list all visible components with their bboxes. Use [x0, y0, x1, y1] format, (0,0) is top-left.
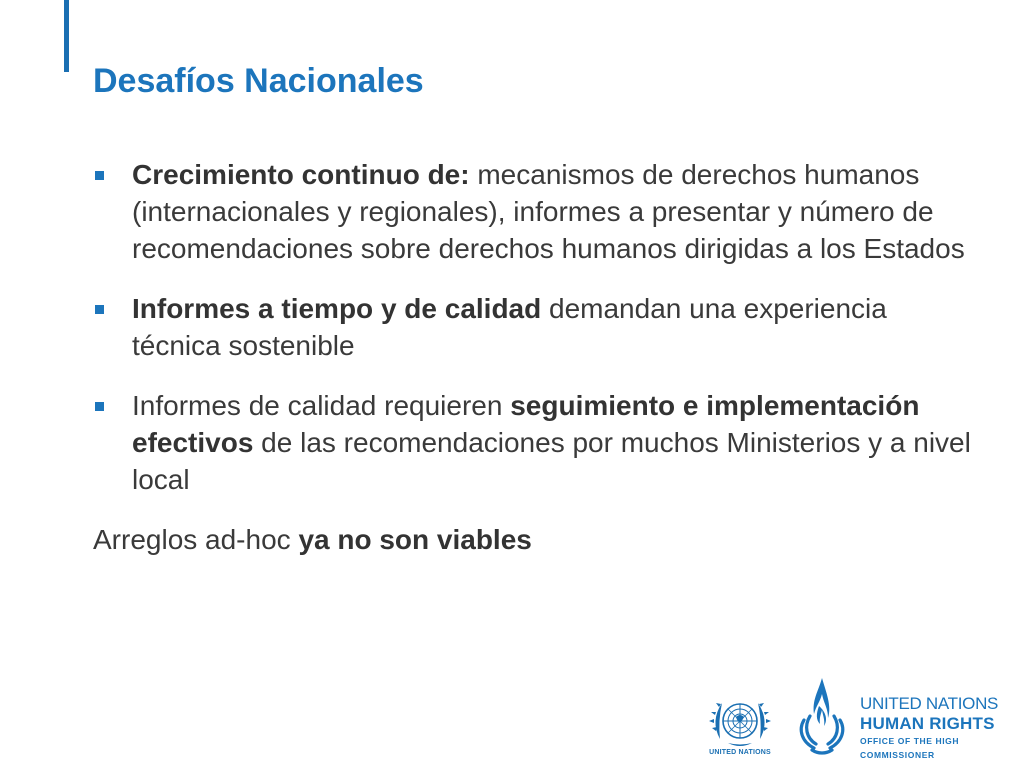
- bullet-bold-text: Crecimiento continuo de:: [132, 159, 470, 190]
- ohchr-line-united-nations: UNITED NATIONS: [860, 694, 999, 713]
- accent-bar: [64, 0, 69, 72]
- closing-bold-text: ya no son viables: [298, 524, 532, 555]
- bullet-bold-text: seguimiento e implementación efectivos: [132, 390, 920, 458]
- un-emblem-icon: [706, 691, 774, 757]
- flame-icon: [792, 676, 852, 756]
- closing-statement: [93, 521, 973, 558]
- ohchr-line-office: OFFICE OF THE HIGH COMMISSIONER: [860, 736, 960, 760]
- bullet-text: mecanismos de derechos humanos (internacionales y regionales), informes a presentar y número de recomendaciones sobre derechos humanos dirigidas a los Estados: [132, 159, 965, 264]
- ohchr-line-human-rights: HUMAN RIGHTS: [860, 714, 995, 733]
- bullet-text: de las recomendaciones por muchos Ministerios y a nivel local: [132, 427, 971, 495]
- bullet-item: [93, 290, 973, 364]
- bullet-list: [93, 156, 973, 498]
- slide-title: Desafíos Nacionales: [93, 62, 424, 100]
- slide-content: [93, 156, 973, 558]
- bullet-item: [93, 387, 973, 498]
- bullet-pre-text: Informes de calidad requieren: [132, 390, 511, 421]
- square-bullet-icon: [95, 402, 104, 411]
- bullet-text: demandan una experiencia técnica sostenible: [132, 293, 887, 361]
- closing-pre-text: Arreglos ad-hoc: [93, 524, 299, 555]
- square-bullet-icon: [95, 171, 104, 180]
- ohchr-wordmark: [860, 694, 1024, 762]
- bullet-bold-text: Informes a tiempo y de calidad: [132, 293, 542, 324]
- square-bullet-icon: [95, 305, 104, 314]
- un-emblem-caption: UNITED NATIONS: [709, 749, 771, 756]
- bullet-item: [93, 156, 973, 267]
